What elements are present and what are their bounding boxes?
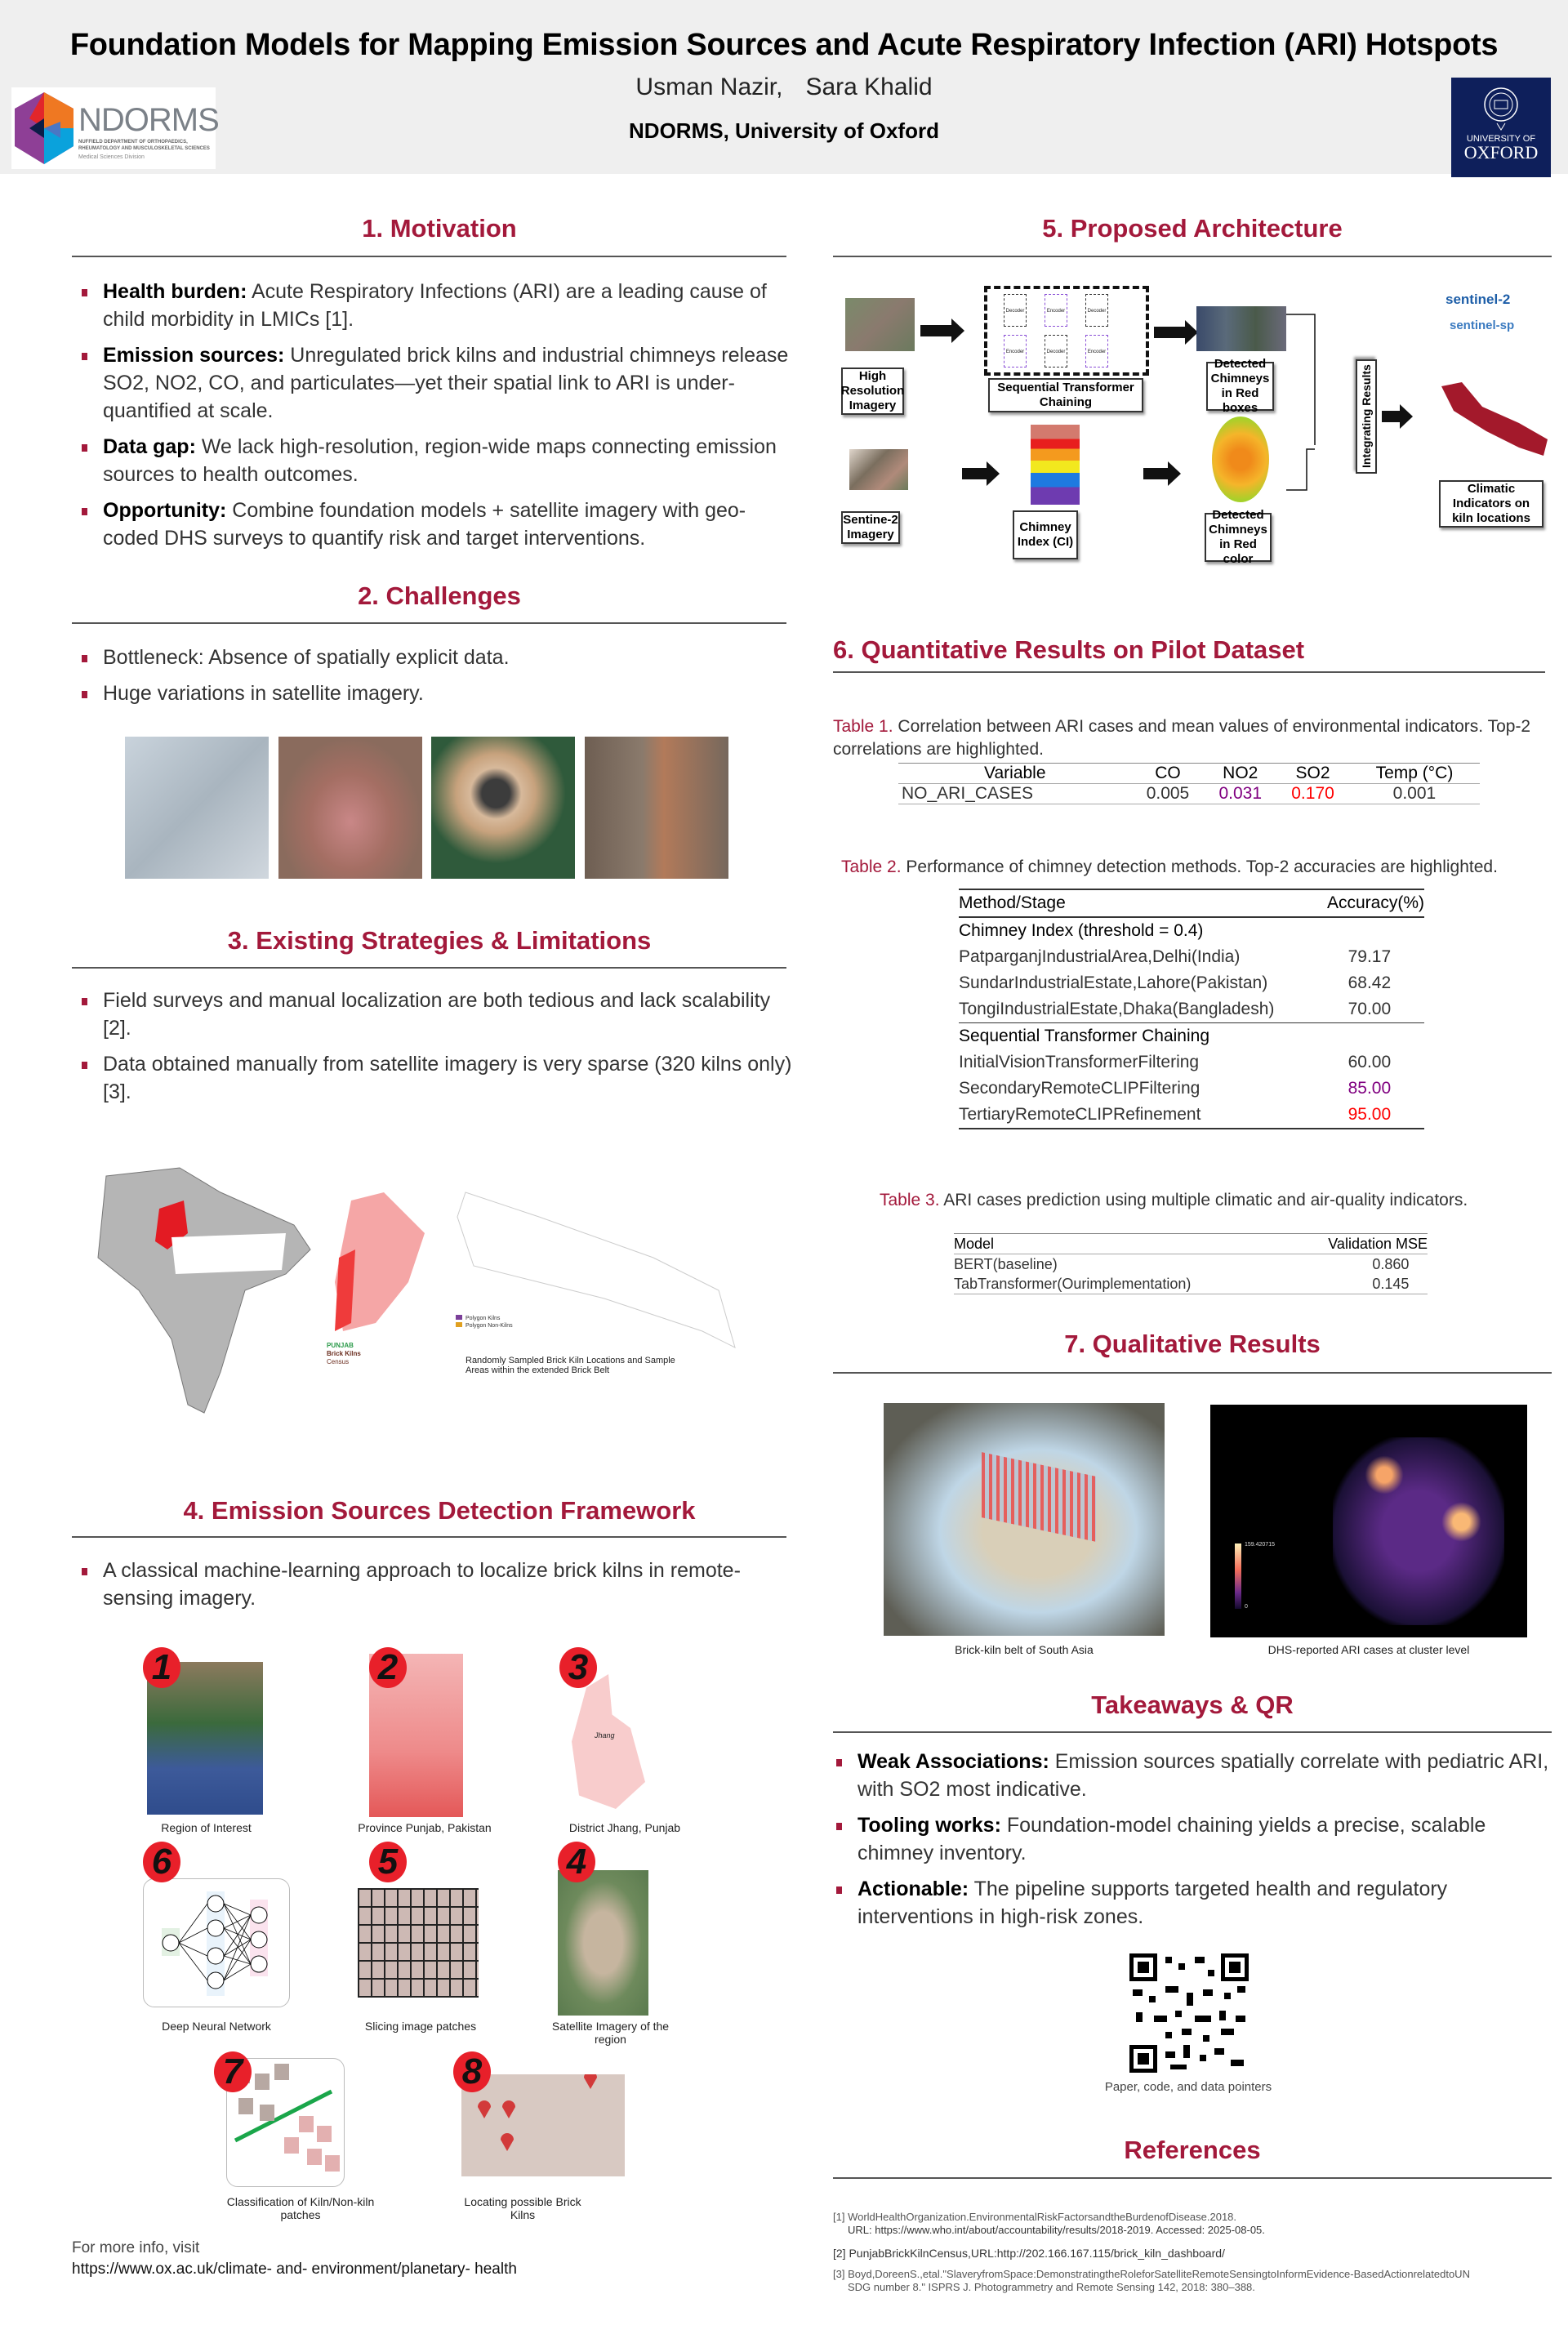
reference-3: [3] Boyd,DoreenS.,etal."SlaveryfromSpace:DemonstratingtheRoleforSatelliteRemoteSensingtoInformEvidence-BasedActionrelatedtoUN bbox=[833, 2268, 1470, 2280]
table-row: SundarIndustrialEstate,Lahore(Pakistan) 68.42 bbox=[959, 973, 1392, 992]
table3-mse: Model Validation MSE BERT(baseline) 0.860 TabTransformer(Ourimplementation) 0.145 bbox=[954, 1233, 1428, 1294]
hires-imagery-label: High Resolution Imagery bbox=[841, 368, 904, 415]
brick-kiln-belt-map bbox=[884, 1403, 1165, 1636]
detected-color-label: Detected Chimneys in Red color bbox=[1205, 513, 1272, 562]
satellite-region-image bbox=[558, 1870, 648, 2016]
table2-group-ci: Chimney Index (threshold = 0.4) bbox=[959, 921, 1204, 940]
step-badge-1: 1 bbox=[143, 1647, 180, 1688]
table2-caption: Table 2. Performance of chimney detection methods. Top-2 accuracies are highlighted. bbox=[841, 858, 1498, 876]
section-title-existing: 3. Existing Strategies & Limitations bbox=[227, 926, 652, 955]
sentinel2-label: Sentine-2 Imagery bbox=[841, 511, 900, 544]
merge-connectors bbox=[1286, 310, 1352, 514]
sentinel2-logo: sentinel-2 bbox=[1446, 292, 1511, 307]
kiln-belt-red-map bbox=[1437, 366, 1548, 464]
flow-arrow bbox=[1143, 468, 1169, 479]
ndorms-wordmark: NDORMS bbox=[78, 102, 219, 138]
legend-kilns-swatch bbox=[456, 1315, 462, 1320]
section-title-references: References bbox=[1124, 2136, 1261, 2164]
challenges-item: Huge variations in satellite imagery. bbox=[80, 679, 799, 707]
table3-caption: Table 3. ARI cases prediction using multiple climatic and air-quality indicators. bbox=[880, 1191, 1468, 1209]
step-caption-2: Province Punjab, Pakistan bbox=[358, 1821, 492, 1834]
step-badge-4: 4 bbox=[558, 1842, 595, 1882]
oxford-logo-line2: OXFORD bbox=[1463, 142, 1539, 163]
chimney-index-stack-icon bbox=[1031, 425, 1080, 505]
oxford-logo-line1: UNIVERSITY OF bbox=[1466, 134, 1536, 144]
step-caption-7: Classification of Kiln/Non-kiln patches bbox=[226, 2195, 375, 2221]
takeaways-item: Actionable: The pipeline supports targeted health and regulatory interventions in high-risk zones. bbox=[835, 1875, 1553, 1931]
divider bbox=[72, 1536, 786, 1538]
section-title-motivation: 1. Motivation bbox=[362, 214, 517, 243]
hires-imagery-thumbnail bbox=[845, 298, 915, 351]
step-badge-6: 6 bbox=[143, 1842, 180, 1882]
ndorms-subtitle-1: NUFFIELD DEPARTMENT OF ORTHOPAEDICS, bbox=[78, 140, 188, 145]
table1-correlation: Variable CO NO2 SO2 Temp (°C) NO_ARI_CASES 0.005 0.031 0.170 0.001 bbox=[898, 763, 1480, 804]
encoder-block: Encoder bbox=[1085, 335, 1108, 368]
section-title-qualitative: 7. Qualitative Results bbox=[1064, 1330, 1321, 1358]
divider bbox=[72, 622, 786, 624]
motivation-item: Emission sources: Unregulated brick kilns and industrial chimneys release SO2, NO2, CO, and particulates—yet their spatial link to ARI is under-quantified at scale. bbox=[80, 341, 799, 425]
author-2: Sara Khalid bbox=[805, 74, 933, 100]
challenges-item: Bottleneck: Absence of spatially explicit data. bbox=[80, 644, 799, 671]
table2-accuracy: Method/Stage Accuracy(%) Chimney Index (threshold = 0.4) PatparganjIndustrialArea,Delhi(India) 79.17 SundarIndustrialEstate,Lahore(Pakistan) 68.42 TongiIndustrialEstate,Dhaka(Bangladesh) 70.00 Sequential Transformer Chaining InitialVisionTransformerFiltering 60.00 SecondaryRemoteCLIPFiltering 85.00 TertiaryRemoteCLIPRefinement 95.00 bbox=[959, 889, 1424, 1129]
motivation-item: Health burden: Acute Respiratory Infections (ARI) are a leading cause of child morbidity in LMICs [1]. bbox=[80, 278, 799, 333]
existing-list bbox=[80, 987, 799, 1114]
section-title-architecture: 5. Proposed Architecture bbox=[1042, 214, 1343, 243]
satellite-sample-2 bbox=[278, 737, 422, 879]
encoder-block: Encoder bbox=[1004, 335, 1027, 368]
neural-network-diagram bbox=[143, 1878, 290, 2007]
step-badge-3: 3 bbox=[559, 1647, 597, 1688]
poster-title: Foundation Models for Mapping Emission Sources and Acute Respiratory Infection (ARI) Hotspots bbox=[69, 28, 1499, 62]
step-caption-6: Deep Neural Network bbox=[162, 2020, 271, 2033]
satellite-sample-1 bbox=[125, 737, 269, 879]
flow-arrow bbox=[1154, 327, 1187, 338]
integrating-results-box: Integrating Results bbox=[1356, 359, 1377, 474]
brick-belt-caption: Randomly Sampled Brick Kiln Locations and Sample Areas within the extended Brick Belt bbox=[466, 1356, 675, 1375]
qualitative-caption-2: DHS-reported ARI cases at cluster level bbox=[1267, 1643, 1470, 1656]
location-pins bbox=[461, 2074, 625, 2176]
flow-arrow bbox=[920, 325, 953, 336]
kiln-locations-map bbox=[461, 2074, 625, 2176]
qr-code-icon[interactable] bbox=[1129, 1953, 1249, 2073]
step-caption-3: District Jhang, Punjab bbox=[568, 1821, 681, 1834]
step-badge-5: 5 bbox=[369, 1842, 407, 1882]
oxford-crest-icon bbox=[1481, 84, 1521, 133]
climatic-indicators-label: Climatic Indicators on kiln locations bbox=[1439, 480, 1544, 528]
affiliation: NDORMS, University of Oxford bbox=[629, 118, 939, 143]
table-row: TertiaryRemoteCLIPRefinement 95.00 bbox=[959, 1105, 1392, 1124]
reference-1-url[interactable]: URL: https://www.who.int/about/accountability/results/2018-2019. Accessed: 2025-08-05. bbox=[848, 2224, 1265, 2236]
qr-caption: Paper, code, and data pointers bbox=[1104, 2080, 1272, 2094]
sentinel2-thumbnail bbox=[849, 449, 908, 490]
census-logo-line2: Brick Kilns bbox=[327, 1350, 361, 1357]
table-row: TongiIndustrialEstate,Dhaka(Bangladesh) 70.00 bbox=[959, 996, 1424, 1023]
step-caption-4: Satellite Imagery of the region bbox=[551, 2020, 670, 2046]
author-1: Usman Nazir, bbox=[635, 74, 783, 100]
ci-label: Chimney Index (CI) bbox=[1013, 510, 1078, 559]
table-row: SecondaryRemoteCLIPFiltering 85.00 bbox=[959, 1079, 1392, 1098]
stc-label: Sequential Transformer Chaining bbox=[988, 378, 1143, 412]
more-info-label: For more info, visit bbox=[72, 2239, 200, 2256]
takeaways-item: Tooling works: Foundation-model chaining yields a precise, scalable chimney inventory. bbox=[835, 1811, 1553, 1867]
table1-caption: Table 1. Correlation between ARI cases and mean values of environmental indicators. Top-2 correlations are highlighted. bbox=[833, 717, 1531, 759]
sentinel-sp-logo: sentinel-sp bbox=[1450, 318, 1515, 332]
legend-kilns-label: Polygon Kilns bbox=[466, 1316, 501, 1321]
table-row: InitialVisionTransformerFiltering 60.00 bbox=[959, 1053, 1392, 1071]
encoder-block: Encoder bbox=[1045, 294, 1067, 327]
legend-nonkilns-label: Polygon Non-Kilns bbox=[466, 1323, 513, 1329]
reference-2: [2] PunjabBrickKilnCensus,URL:http://202.166.167.115/brick_kiln_dashboard/ bbox=[833, 2247, 1225, 2260]
divider bbox=[72, 967, 786, 969]
kiln-belt-markers bbox=[982, 1452, 1096, 1542]
section-title-challenges: 2. Challenges bbox=[358, 581, 521, 610]
census-logo-line1: PUNJAB bbox=[327, 1342, 354, 1349]
section-title-quant: 6. Quantitative Results on Pilot Dataset bbox=[833, 635, 1305, 664]
step-badge-8: 8 bbox=[453, 2051, 491, 2092]
ari-cases-heatmap bbox=[1210, 1405, 1527, 1637]
flow-arrow bbox=[962, 468, 988, 479]
divider bbox=[833, 1372, 1552, 1374]
transformer-chain-diagram bbox=[984, 286, 1149, 376]
colorbar-max: 159.420715 bbox=[1245, 1542, 1275, 1548]
south-asia-map bbox=[98, 1168, 310, 1413]
reference-3-cont: SDG number 8." ISPRS J. Photogrammetry and Remote Sensing 142, 2018: 380–388. bbox=[848, 2281, 1255, 2293]
more-info-link[interactable]: https://www.ox.ac.uk/climate- and- environment/planetary- health bbox=[72, 2261, 517, 2278]
divider bbox=[833, 256, 1552, 257]
ndorms-subtitle-3: Medical Sciences Division bbox=[78, 154, 145, 160]
jhang-label: Jhang bbox=[595, 1731, 615, 1740]
table-row: TabTransformer(Ourimplementation) 0.145 bbox=[954, 1276, 1410, 1292]
challenges-list bbox=[80, 644, 799, 715]
heatmap-density bbox=[1333, 1437, 1504, 1625]
existing-item: Field surveys and manual localization are both tedious and lack scalability [2]. bbox=[80, 987, 799, 1042]
ndorms-logo bbox=[11, 87, 219, 169]
census-logo-line3: Census bbox=[327, 1358, 350, 1365]
detected-chimneys-boxes-image bbox=[1196, 306, 1286, 351]
oxford-logo bbox=[1451, 78, 1551, 177]
neural-network-icon bbox=[144, 1879, 291, 2008]
step-badge-2: 2 bbox=[369, 1647, 407, 1688]
ndorms-hexagon-icon bbox=[11, 89, 77, 167]
table-row: PatparganjIndustrialArea,Delhi(India) 79.17 bbox=[959, 947, 1392, 966]
image-patches-grid bbox=[358, 1888, 479, 1998]
detected-boxes-label: Detected Chimneys in Red boxes bbox=[1206, 362, 1274, 411]
section-title-framework: 4. Emission Sources Detection Framework bbox=[183, 1496, 696, 1525]
step-caption-1: Region of Interest bbox=[161, 1821, 252, 1834]
divider bbox=[833, 2177, 1552, 2179]
authors bbox=[0, 74, 1568, 101]
step-badge-7: 7 bbox=[214, 2051, 252, 2092]
section-title-takeaways: Takeaways & QR bbox=[1091, 1690, 1294, 1719]
satellite-sample-3 bbox=[431, 737, 575, 879]
motivation-item: Data gap: We lack high-resolution, region-wide maps connecting emission sources to health outcomes. bbox=[80, 433, 799, 488]
decoder-block: Decoder bbox=[1085, 294, 1108, 327]
decoder-block: Decoder bbox=[1004, 294, 1027, 327]
divider bbox=[833, 1731, 1552, 1733]
legend-nonkilns-swatch bbox=[456, 1322, 462, 1327]
jhang-district-map bbox=[572, 1674, 645, 1809]
qualitative-caption-1: Brick-kiln belt of South Asia bbox=[955, 1643, 1094, 1656]
satellite-sample-4 bbox=[585, 737, 728, 879]
divider bbox=[833, 671, 1545, 673]
motivation-item: Opportunity: Combine foundation models + satellite imagery with geo-coded DHS surveys to quantify risk and target interventions. bbox=[80, 497, 799, 552]
existing-item: Data obtained manually from satellite imagery is very sparse (320 kilns only) [3]. bbox=[80, 1050, 799, 1106]
detected-chimneys-color-map bbox=[1212, 416, 1269, 502]
motivation-list bbox=[80, 278, 799, 560]
table-row: BERT(baseline) 0.860 bbox=[954, 1256, 1410, 1272]
brick-belt-maps bbox=[82, 1160, 784, 1421]
colorbar bbox=[1235, 1544, 1241, 1609]
table2-group-stc: Sequential Transformer Chaining bbox=[959, 1027, 1210, 1045]
framework-item: A classical machine-learning approach to localize brick kilns in remote-sensing imagery. bbox=[80, 1557, 799, 1612]
brick-belt-region bbox=[172, 1233, 286, 1274]
framework-list bbox=[80, 1557, 799, 1620]
reference-1: [1] WorldHealthOrganization.EnvironmentalRiskFactorsandtheBurdenofDisease.2018. bbox=[833, 2211, 1237, 2223]
decoder-block: Decoder bbox=[1045, 335, 1067, 368]
divider bbox=[72, 256, 786, 257]
ndorms-subtitle-2: RHEUMATOLOGY AND MUSCULOSKELETAL SCIENCES bbox=[78, 146, 210, 151]
takeaways-list bbox=[835, 1748, 1553, 1939]
takeaways-item: Weak Associations: Emission sources spatially correlate with pediatric ARI, with SO2 most indicative. bbox=[835, 1748, 1553, 1803]
step-caption-8: Locating possible Brick Kilns bbox=[464, 2195, 581, 2221]
flow-arrow bbox=[1382, 411, 1401, 422]
table-row: NO_ARI_CASES 0.005 0.031 0.170 0.001 bbox=[902, 784, 1437, 803]
colorbar-min: 0 bbox=[1245, 1604, 1248, 1610]
step-caption-5: Slicing image patches bbox=[364, 2020, 477, 2033]
